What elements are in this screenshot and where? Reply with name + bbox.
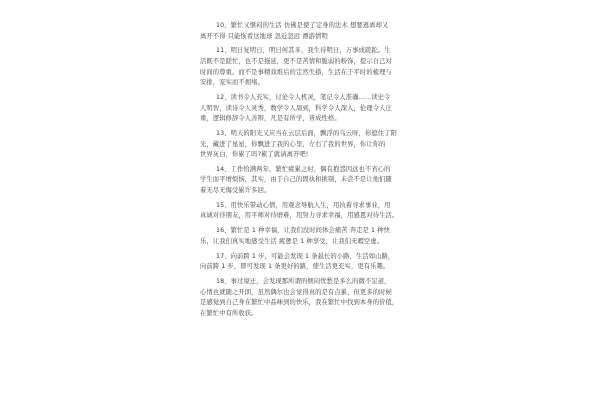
paragraph-line: 是感觉到自己身在繁忙中品味到的快乐，我在繁忙中找到本身的价值， xyxy=(200,299,399,307)
paragraph-line: 12、读书令人充实，讨论令人机灵，笔记令人准确……读史令 xyxy=(216,93,391,101)
paragraph-line: 15、用快乐带动心情，用观念导航人生，用执着寻求事业，用 xyxy=(216,201,391,209)
paragraph-line: 活既不是蹉忙，也不是拖延，更不是苦情和脆弱的粉饰，提示自己对 xyxy=(200,57,392,65)
paragraph-p12 xyxy=(200,93,410,125)
paragraph-p14 xyxy=(200,165,410,197)
paragraph-line: 安排，宠实而不拥堵。 xyxy=(200,79,264,87)
paragraph-line: 重，逻辑修辞令人善辩，凡是有所学，皆成性格。 xyxy=(200,115,341,123)
paragraph-line: 着无尽无悔受累许多回。 xyxy=(200,187,271,195)
paragraph-line: 向前跨 1 步，即可发现 1 条更好的路，使生活更充实，更有乐趣。 xyxy=(200,263,390,271)
paragraph-p13 xyxy=(200,129,410,161)
paragraph-line: 世界灰白，你累了吗?累了就请离开吧! xyxy=(200,151,309,159)
paragraph-line: 真诚对待朋友，用平师对待磨难，用努力寻求幸福，用感恩对待生活。 xyxy=(200,212,399,220)
paragraph-p10 xyxy=(200,21,410,42)
paragraph-line: 在繁忙中有所收获。 xyxy=(200,309,258,317)
paragraph-p15 xyxy=(200,201,410,222)
paragraph-line: 11、明日复明日，明日何其多，我生待明日，万事成蹉跎。生 xyxy=(216,47,391,55)
paragraph-line: 乐，让我们真实地感受生活 疲惫是 1 种享受，让我们无暇空虚。 xyxy=(200,237,384,245)
paragraph-line: 18、事过境迁，会发现那所谓的惬闷忧愁是多么的微不足道， xyxy=(216,277,391,285)
paragraph-line: 13、明天的阳光又应当在云层后面，飘浮的乌云呀，你遮住了阳 xyxy=(216,129,397,137)
paragraph-line: 离开不得 只能恢看这地球 忽近忽远 漂游情明 xyxy=(200,32,328,40)
paragraph-line: 17、向前跨 1 步，可能会发现 1 条悬长的小路，生活如山路， xyxy=(216,252,395,260)
document-body xyxy=(200,21,410,324)
paragraph-line: 10、繁忙又惬闷的生活 仿佛是使了定身的法术 想要逃离却又 xyxy=(216,22,389,29)
paragraph-p11 xyxy=(200,46,410,88)
paragraph-line: 时间的尊重。而不是事精戏堆后的定然失措，生活在于平时的梳理与 xyxy=(200,68,392,76)
paragraph-p18 xyxy=(200,277,410,319)
paragraph-line: 14、工作恰满两年，繁忙疲累之时，偶有抱怨因远也不省心的 xyxy=(216,165,391,173)
paragraph-line: 人明智，读诗令人灵秀，数学令人周到，科学令人深入，伦理令人庄 xyxy=(200,104,392,112)
paragraph-line: 学生而平增烦恼，其实，由于自己的固执和挑剔，未尝不是让他们随 xyxy=(200,176,392,184)
paragraph-line: 光，藏进了星星，你飘进了我的心里，左右了我的世界，你让你的 xyxy=(200,140,386,148)
paragraph-line: 16、繁忙是 1 种幸福，让我们没时间体会痛苦 奔走是 1 种快 xyxy=(216,227,391,235)
paragraph-p16 xyxy=(200,226,410,247)
paragraph-line: 心情也就随之开朗，虽然偶尔也会觉得真的是有点累，但更多的时候 xyxy=(200,288,392,296)
paragraph-p17 xyxy=(200,252,410,273)
